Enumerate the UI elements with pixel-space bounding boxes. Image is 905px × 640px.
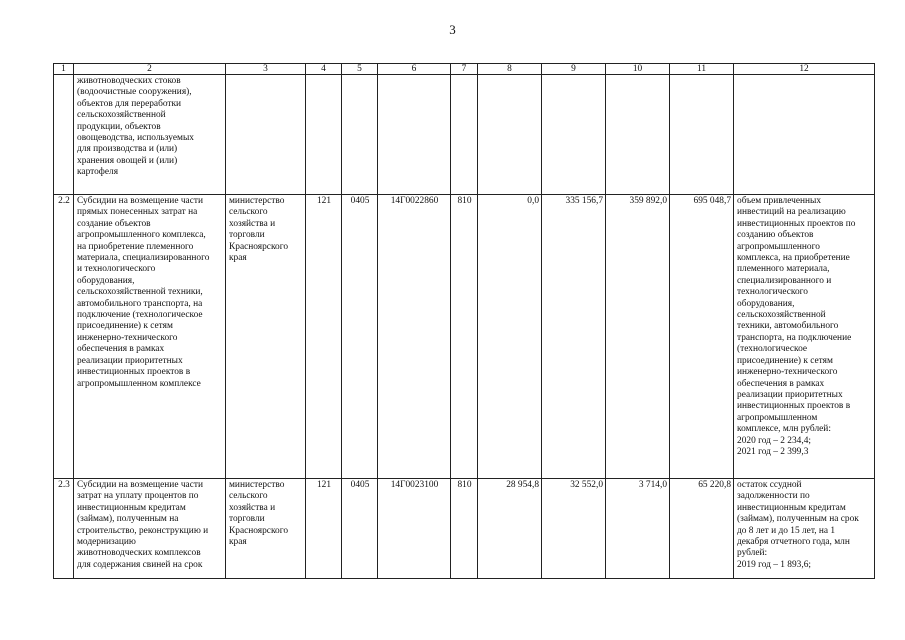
expense-type-code: 810 <box>451 195 478 479</box>
column-header-1: 1 <box>54 64 74 75</box>
column-header-11: 11 <box>670 64 734 75</box>
expense-type-code: 810 <box>451 479 478 579</box>
column-header-9: 9 <box>542 64 606 75</box>
page-number: 3 <box>449 22 456 37</box>
grbs-code: 121 <box>306 479 342 579</box>
expected-result: остаток ссудной задолженности по инвестиционным кредитам (займам), полученным на срок до 8 лет и до 15 лет, на 1 декабря отчетного года, млн рублей: 2019 год – 1 893,6; <box>734 479 875 579</box>
measure-name: Субсидии на возмещение части прямых понесенных затрат на создание объектов агропромышленного комплекса, на приобретение племенного материала, специализированного и технологического оборудования, сельскохозяйственной техники, автомобильного транспорта, на подключение (технологическое присоединение) к сетям инженерно-технического обеспечения в рамках реализации приоритетных инвестиционных проектов в агропромышленном комплексе <box>74 195 226 479</box>
amount-col-9: 335 156,7 <box>542 195 606 479</box>
table-row <box>54 75 875 195</box>
header-row <box>54 64 875 75</box>
column-header-4: 4 <box>306 64 342 75</box>
target-article-code: 14Г0022860 <box>378 195 451 479</box>
section-code <box>342 75 378 195</box>
row-number: 2.2 <box>54 195 74 479</box>
column-header-7: 7 <box>451 64 478 75</box>
measure-name: животноводческих стоков (водоочистные сооружения), объектов для переработки сельскохозяйственной продукции, объектов овощеводства, используемых для производства и (или) хранения овощей и (или) картофеля <box>74 75 226 195</box>
row-number: 2.3 <box>54 479 74 579</box>
column-header-6: 6 <box>378 64 451 75</box>
measure-name: Субсидии на возмещение части затрат на уплату процентов по инвестиционным кредитам (займам), полученным на строительство, реконструкцию и модернизацию животноводческих комплексов для содержания свиней на срок <box>74 479 226 579</box>
target-article-code <box>378 75 451 195</box>
table-row <box>54 195 875 479</box>
grbs-code: 121 <box>306 195 342 479</box>
amount-col-8: 28 954,8 <box>478 479 542 579</box>
responsible-body: министерство сельского хозяйства и торговли Красноярского края <box>226 195 306 479</box>
amount-col-9: 32 552,0 <box>542 479 606 579</box>
column-header-3: 3 <box>226 64 306 75</box>
amount-col-11: 65 220,8 <box>670 479 734 579</box>
section-code: 0405 <box>342 479 378 579</box>
amount-col-9 <box>542 75 606 195</box>
amount-col-8 <box>478 75 542 195</box>
amount-col-11: 695 048,7 <box>670 195 734 479</box>
responsible-body: министерство сельского хозяйства и торговли Красноярского края <box>226 479 306 579</box>
column-header-10: 10 <box>606 64 670 75</box>
amount-col-8: 0,0 <box>478 195 542 479</box>
expected-result <box>734 75 875 195</box>
column-header-12: 12 <box>734 64 875 75</box>
amount-col-10: 3 714,0 <box>606 479 670 579</box>
row-number <box>54 75 74 195</box>
table-row <box>54 479 875 579</box>
amount-col-11 <box>670 75 734 195</box>
column-header-2: 2 <box>74 64 226 75</box>
amount-col-10: 359 892,0 <box>606 195 670 479</box>
amount-col-10 <box>606 75 670 195</box>
section-code: 0405 <box>342 195 378 479</box>
expense-type-code <box>451 75 478 195</box>
budget-table <box>53 63 875 579</box>
expected-result: объем привлеченных инвестиций на реализацию инвестиционных проектов по созданию объектов агропромышленного комплекса, на приобретение племенного материала, специализированного и технологического оборудования, сельскохозяйственной техники, автомобильного транспорта, на подключение (технологическое присоединение) к сетям инженерно-технического обеспечения в рамках реализации приоритетных инвестиционных проектов в агропромышленном комплексе, млн рублей: 2020 год – 2 234,4; 2021 год – 2 399,3 <box>734 195 875 479</box>
grbs-code <box>306 75 342 195</box>
column-header-8: 8 <box>478 64 542 75</box>
responsible-body <box>226 75 306 195</box>
column-header-5: 5 <box>342 64 378 75</box>
target-article-code: 14Г0023100 <box>378 479 451 579</box>
